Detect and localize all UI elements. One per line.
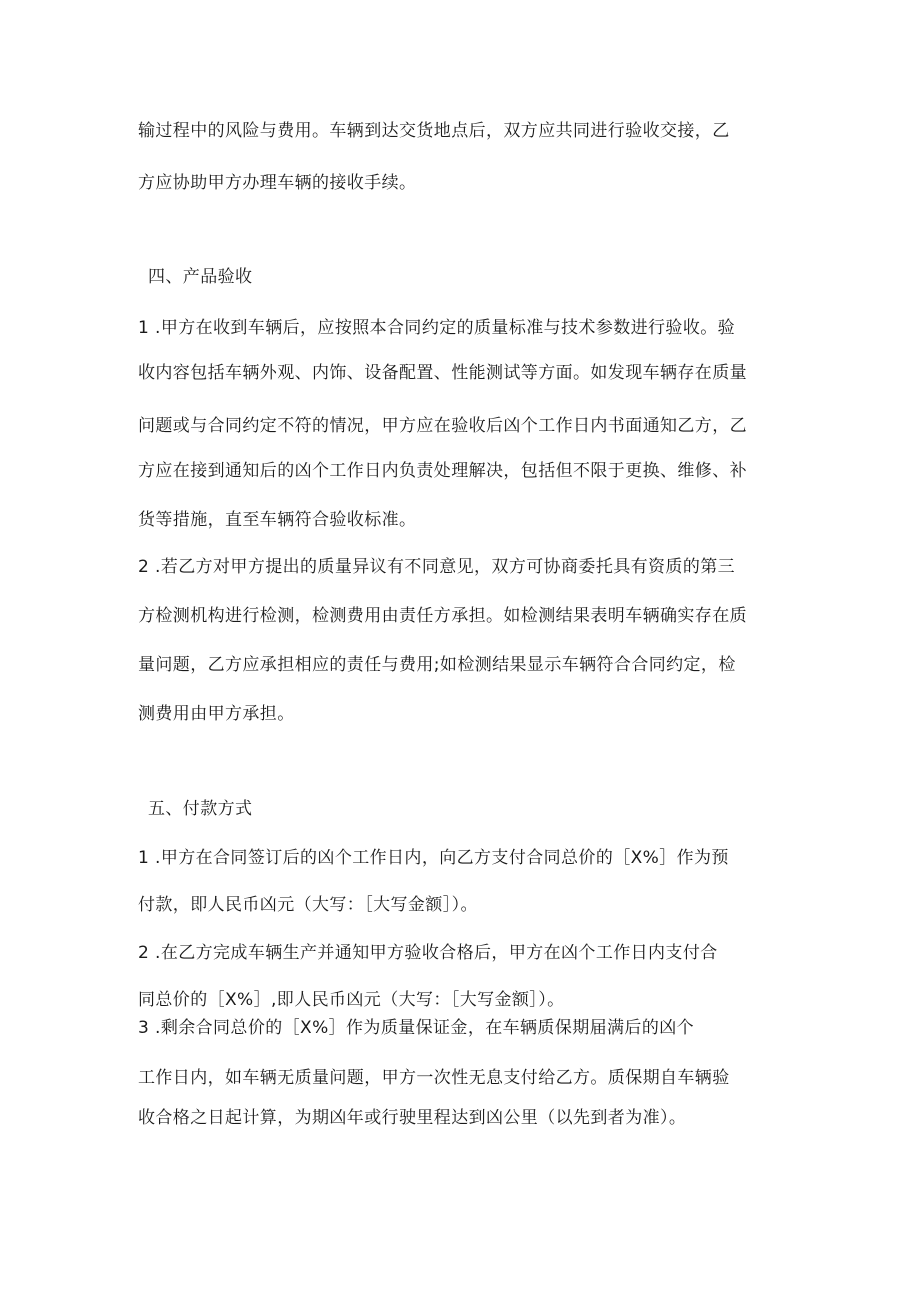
text-line: 付款，即人民币凶元（大写：［大写金额］）。 — [138, 895, 478, 915]
text-line: 工作日内，如车辆无质量问题，甲方一次性无息支付给乙方。质保期自车辆验 — [138, 1068, 730, 1088]
text-line: 方检测机构进行检测，检测费用由责任方承担。如检测结果表明车辆确实存在质 — [138, 606, 747, 626]
text-line: 测费用由甲方承担。 — [138, 704, 295, 724]
text-line: 1 .甲方在收到车辆后，应按照本合同约定的质量标准与技术参数进行验收。验 — [138, 318, 736, 338]
section-heading: 五、付款方式 — [148, 799, 253, 819]
text-line: 收内容包括车辆外观、内饰、设备配置、性能测试等方面。如发现车辆存在质量 — [138, 363, 747, 383]
text-line: 2 .若乙方对甲方提出的质量异议有不同意见，双方可协商委托具有资质的第三 — [138, 557, 736, 577]
text-line: 收合格之日起计算，为期凶年或行驶里程达到凶公里（以先到者为准）。 — [138, 1108, 687, 1128]
text-line: 量问题，乙方应承担相应的责任与费用;如检测结果显示车辆符合合同约定，检 — [138, 655, 736, 675]
text-line: 方应在接到通知后的凶个工作日内负责处理解决，包括但不限于更换、维修、补 — [138, 461, 747, 481]
text-line: 3 .剩余合同总价的［X%］作为质量保证金，在车辆质保期届满后的凶个 — [138, 1018, 695, 1038]
text-line: 输过程中的风险与费用。车辆到达交货地点后，双方应共同进行验收交接，乙 — [138, 121, 730, 141]
section-heading: 四、产品验收 — [148, 267, 253, 287]
text-line: 问题或与合同约定不符的情况，甲方应在验收后凶个工作日内书面通知乙方，乙 — [138, 416, 747, 436]
text-line: 同总价的［X%］,即人民币凶元（大写：［大写金额］）。 — [138, 990, 565, 1010]
text-line: 方应协助甲方办理车辆的接收手续。 — [138, 173, 417, 193]
text-line: 货等措施，直至车辆符合验收标准。 — [138, 510, 417, 530]
text-line: 2 .在乙方完成车辆生产并通知甲方验收合格后，甲方在凶个工作日内支付合 — [138, 943, 718, 963]
text-line: 1 .甲方在合同签订后的凶个工作日内，向乙方支付合同总价的［X%］作为预 — [138, 848, 729, 868]
